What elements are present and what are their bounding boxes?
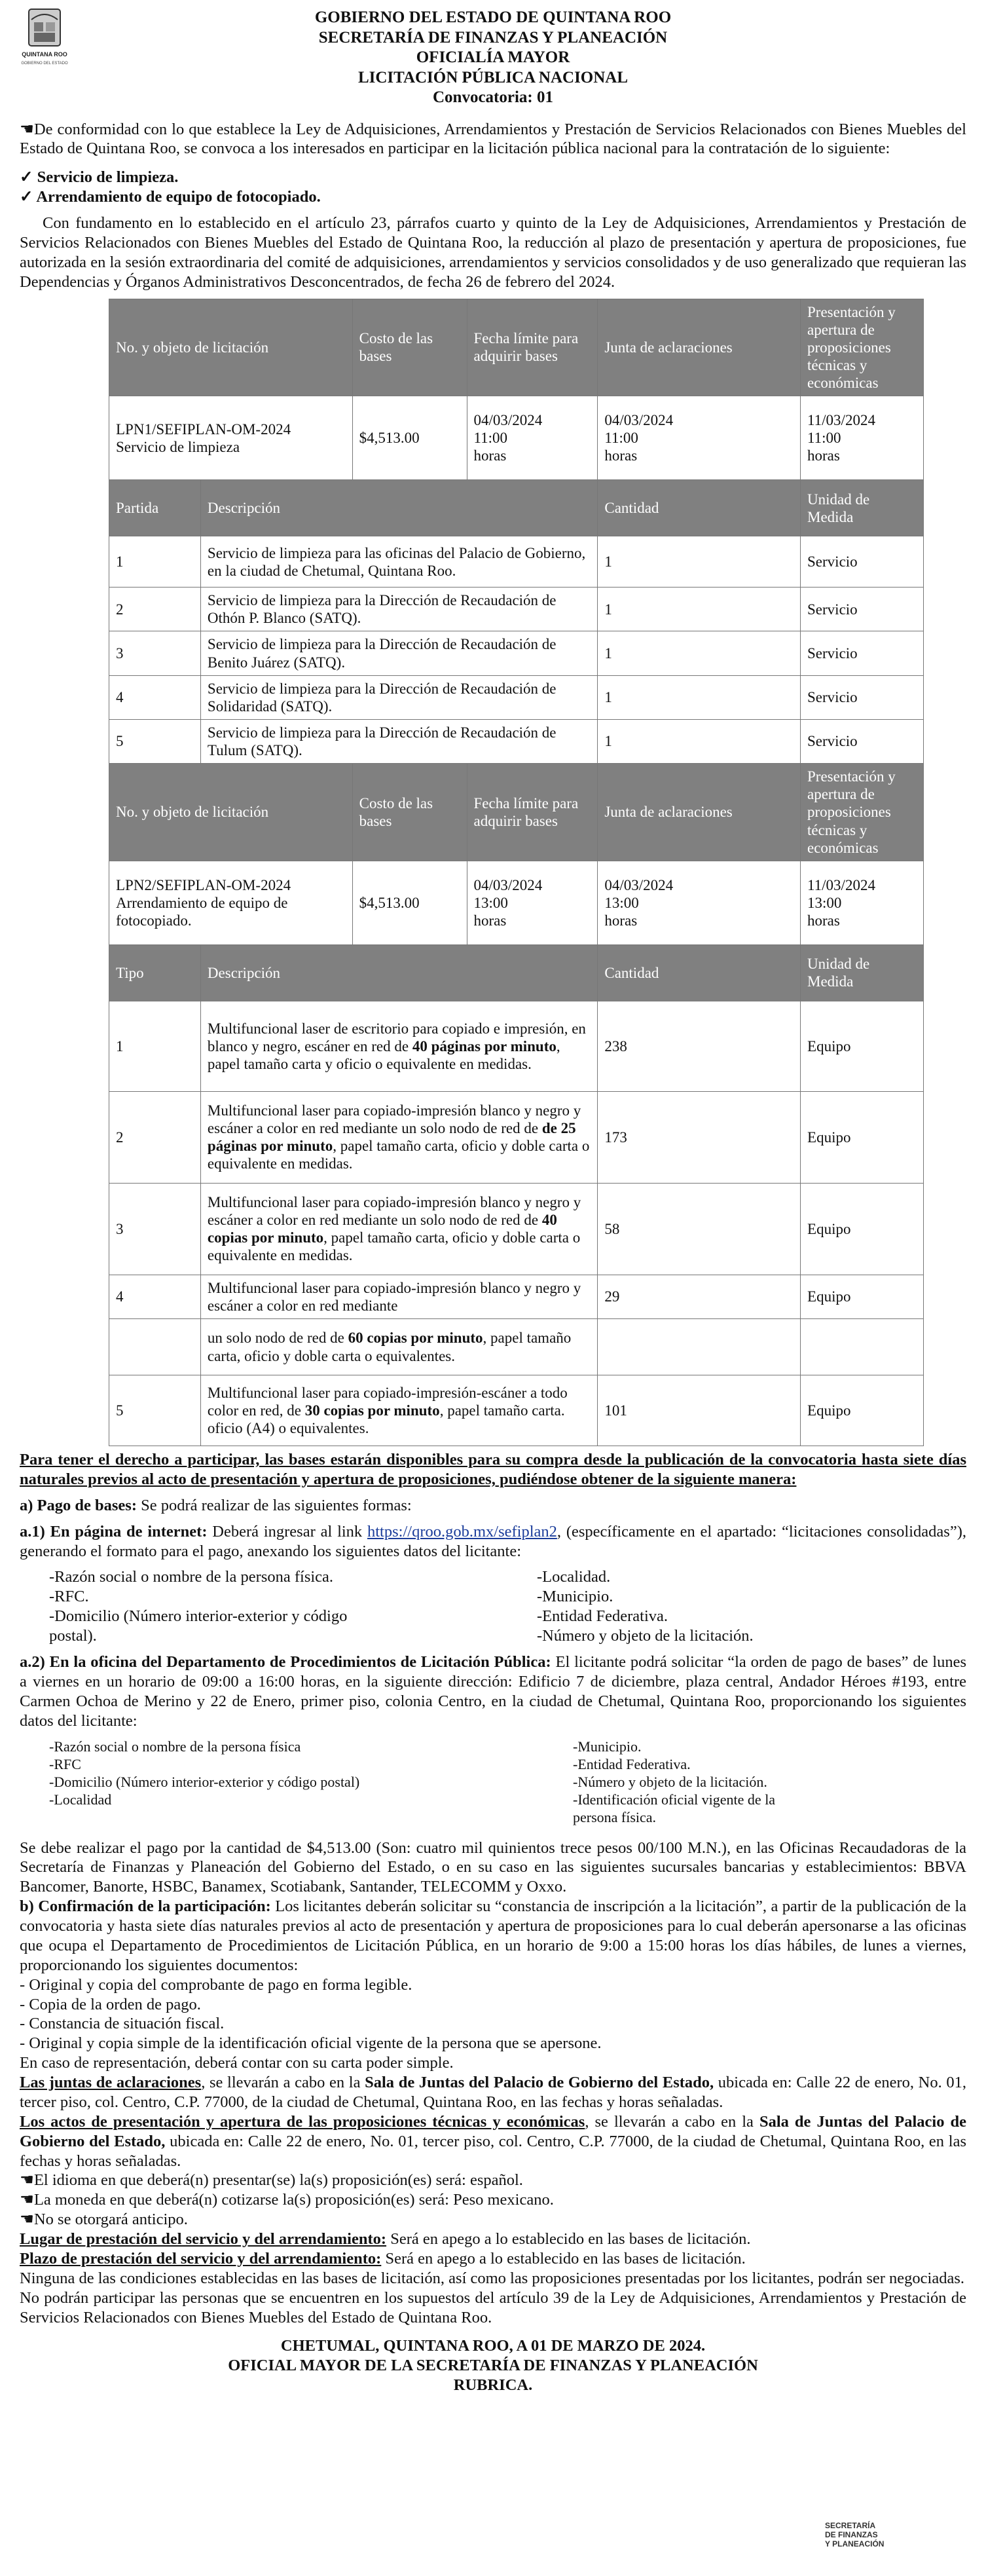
juntas-paragraph: Las juntas de aclaraciones, se llevarán a cabo en la Sala de Juntas del Palacio de Gobierno del Estado, ubicada en: Calle 22 de enero, No. 01, tercer piso, col. Centro, C.P. 77000, de la ciudad de Chetumal, Quintana Roo, en las fechas y horas señaladas.	[20, 2074, 967, 2111]
cell: 5	[109, 1375, 201, 1446]
b-doc-list	[20, 1975, 966, 2073]
header-cell: Descripción	[200, 944, 597, 1001]
cell: 1	[109, 536, 201, 588]
cell: Equipo	[801, 1183, 924, 1275]
lic2-apertura-cell: 11/03/2024 13:00 horas	[801, 861, 924, 944]
header-cell: Costo de las bases	[352, 764, 467, 861]
partida-header-row	[109, 480, 924, 536]
plazo-paragraph: Plazo de prestación del servicio y del arrendamiento: Será en apego a lo establecido en las bases de licitación.	[20, 2249, 746, 2268]
cell: 1	[109, 1001, 201, 1091]
header-cell: Tipo	[109, 944, 201, 1001]
list-item: -Número y objeto de la licitación.	[537, 1627, 754, 1645]
cell: 29	[598, 1275, 801, 1318]
document-footer	[20, 2336, 966, 2395]
cell: 101	[598, 1375, 801, 1446]
cell: 2	[109, 588, 201, 631]
list-item: -Localidad	[49, 1791, 112, 1808]
header-line-2: SECRETARÍA DE FINANZAS Y PLANEACIÓN	[318, 28, 668, 47]
table-header-row	[109, 764, 924, 861]
pointing-hand-icon: ☚	[20, 2191, 34, 2209]
sefiplan-link[interactable]: https://qroo.gob.mx/sefiplan2	[367, 1522, 557, 1540]
table-row	[109, 861, 924, 944]
header-cell: Cantidad	[598, 480, 801, 536]
a2-paragraph: a.2) En la oficina del Departamento de Procedimientos de Licitación Pública: El licitante podrá solicitar “la orden de pago de bases” de lunes a viernes en un horario de 09:00 a 16:00 horas, en la siguiente dirección: Edificio 7 de diciembre, plaza central, Andador Héroes #193, entre Carmen Ochoa de Merino y 22 de Enero, primer piso, colonia Centro, en la ciudad de Chetumal, Quintana Roo, proporcionando los siguientes datos del licitante:	[20, 1652, 967, 1730]
cell: Equipo	[801, 1375, 924, 1446]
no-podran-paragraph: No podrán participar las personas que se encuentren en los supuestos del artículo 39 de la Ley de Adquisiciones, Arrendamientos y Prestación de Servicios Relacionados con Bienes Muebles del Estado de Quintana Roo.	[20, 2288, 966, 2326]
cell: 1	[598, 536, 801, 588]
lugar-paragraph: Lugar de prestación del servicio y del arrendamiento: Será en apego a lo establecido en las bases de licitación.	[20, 2230, 751, 2249]
header-cell: Fecha límite para adquirir bases	[467, 764, 598, 861]
list-item: -Entidad Federativa.	[537, 1607, 668, 1626]
actos-paragraph: Los actos de presentación y apertura de las proposiciones técnicas y económicas, se llevarán a cabo en la Sala de Juntas del Palacio de Gobierno del Estado, ubicada en: Calle 22 de enero, No. 01, tercer piso, col. Centro, C.P. 77000, de la ciudad de Chetumal, Quintana Roo, en las fechas y horas señaladas.	[20, 2112, 967, 2170]
lic1-cost-cell: $4,513.00	[352, 396, 467, 480]
list-item: ✓ Servicio de limpieza.	[20, 168, 179, 187]
cell: 173	[598, 1091, 801, 1183]
table-row	[109, 1275, 924, 1318]
cell	[598, 1319, 801, 1375]
list-item: -Entidad Federativa.	[573, 1756, 691, 1773]
cell: Servicio	[801, 675, 924, 719]
secretaria-finanzas-logo: SECRETARÍA DE FINANZAS Y PLANEACIÓN	[825, 2521, 885, 2548]
pointing-hand-icon: ☚	[20, 120, 34, 138]
header-cell: No. y objeto de licitación	[109, 764, 353, 861]
cell: Multifuncional laser para copiado-impresión-escáner a todo color en red, de 30 copias por minuto, papel tamaño carta. oficio (A4) o equivalentes.	[200, 1375, 597, 1446]
cell: 1	[598, 588, 801, 631]
a1-data-list	[20, 1567, 966, 1646]
intro-paragraph: ☚De conformidad con lo que establece la Ley de Adquisiciones, Arrendamientos y Prestación de Servicios Relacionados con Bienes Muebles del Estado de Quintana Roo, se convoca a los interesados en participar en la licitación pública nacional para la contratación de lo siguiente:	[20, 120, 966, 158]
list-item: -RFC.	[49, 1588, 89, 1606]
lic2-number-cell: LPN2/SEFIPLAN-OM-2024 Arrendamiento de equipo de fotocopiado.	[109, 861, 353, 944]
header-cell: Descripción	[200, 480, 597, 536]
notes-list	[20, 2171, 966, 2230]
table-row	[109, 1375, 924, 1446]
list-item: - Constancia de situación fiscal.	[20, 2015, 225, 2033]
lic2-cost-cell: $4,513.00	[352, 861, 467, 944]
cell: Servicio de limpieza para la Dirección de Recaudación de Benito Juárez (SATQ).	[200, 631, 597, 675]
cell: 5	[109, 719, 201, 763]
cell: Servicio	[801, 536, 924, 588]
table-row	[109, 1183, 924, 1275]
header-line-5: Convocatoria: 01	[433, 88, 553, 106]
header-line-3: OFICIALÍA MAYOR	[416, 48, 570, 66]
lic1-date-cell: 04/03/2024 11:00 horas	[467, 396, 598, 480]
cell: 58	[598, 1183, 801, 1275]
list-item: ✓ Arrendamiento de equipo de fotocopiado.	[20, 188, 321, 206]
cell: Servicio	[801, 588, 924, 631]
header-cell: Junta de aclaraciones	[598, 764, 801, 861]
cell: Equipo	[801, 1275, 924, 1318]
list-item: ☚El idioma en que deberá(n) presentar(se) la(s) proposición(es) será: español.	[20, 2171, 523, 2190]
header-cell: Unidad de Medida	[801, 480, 924, 536]
licitacion-table	[109, 299, 924, 1447]
list-item: - Copia de la orden de pago.	[20, 1995, 201, 2013]
pointing-hand-icon: ☚	[20, 2171, 34, 2190]
footer-line-2: OFICIAL MAYOR DE LA SECRETARÍA DE FINANZAS Y PLANEACIÓN	[228, 2357, 758, 2375]
list-item: -Número y objeto de la licitación.	[573, 1774, 767, 1791]
list-item: -Razón social o nombre de la persona física.	[49, 1568, 334, 1586]
header-cell: Costo de las bases	[352, 299, 467, 396]
cell: Servicio de limpieza para la Dirección de Recaudación de Tulum (SATQ).	[200, 719, 597, 763]
lic2-junta-cell: 04/03/2024 13:00 horas	[598, 861, 801, 944]
item-list	[20, 168, 966, 207]
lic1-number-cell: LPN1/SEFIPLAN-OM-2024 Servicio de limpieza	[109, 396, 353, 480]
header-cell: Partida	[109, 480, 201, 536]
cell: 4	[109, 1275, 201, 1318]
table-row	[109, 396, 924, 480]
cell: Equipo	[801, 1001, 924, 1091]
header-line-4: LICITACIÓN PÚBLICA NACIONAL	[357, 68, 629, 86]
a2-data-list	[20, 1738, 966, 1826]
list-item: -Localidad.	[537, 1568, 611, 1586]
cell: Servicio	[801, 631, 924, 675]
list-item: - Original y copia del comprobante de pago en forma legible.	[20, 1975, 412, 1994]
cell: Servicio	[801, 719, 924, 763]
cell	[109, 1319, 201, 1375]
list-item: -Municipio.	[573, 1738, 642, 1755]
cell: 238	[598, 1001, 801, 1091]
table-row	[109, 536, 924, 588]
list-item: ☚La moneda en que deberá(n) cotizarse la(s) proposición(es) será: Peso mexicano.	[20, 2191, 554, 2209]
cell: 3	[109, 1183, 201, 1275]
lic1-apertura-cell: 11/03/2024 11:00 horas	[801, 396, 924, 480]
cell: 2	[109, 1091, 201, 1183]
cell: Multifuncional laser de escritorio para copiado e impresión, en blanco y negro, escáner en red de 40 páginas por minuto, papel tamaño carta y oficio o equivalente en medidas.	[200, 1001, 597, 1091]
cell: 3	[109, 631, 201, 675]
list-item: - Original y copia simple de la identificación oficial vigente de la persona que se apersone.	[20, 2034, 602, 2053]
bases-title: Para tener el derecho a participar, las bases estarán disponibles para su compra desde la publicación de la convocatoria hasta siete días naturales previos al acto de presentación y apertura de proposiciones, pudiéndose obtener de la siguiente manera:	[20, 1451, 966, 1488]
cell: Equipo	[801, 1091, 924, 1183]
cell: Servicio de limpieza para la Dirección de Recaudación de Othón P. Blanco (SATQ).	[200, 588, 597, 631]
cell	[801, 1319, 924, 1375]
footer-line-1: CHETUMAL, QUINTANA ROO, A 01 DE MARZO DE 2024.	[280, 2337, 706, 2355]
header-cell: Junta de aclaraciones	[598, 299, 801, 396]
fundamento-paragraph: Con fundamento en lo establecido en el artículo 23, párrafos cuarto y quinto de la Ley de Adquisiciones, Arrendamientos y Prestación de Servicios Relacionados con Bienes Muebles del Estado de Quintana Roo, la reducción al plazo de presentación y apertura de proposiciones, fue autorizada en la sesión extraordinaria del comité de adquisiciones, arrendamientos y servicios consolidados y de uso generalizado que requieran las Dependencias y Órganos Administrativos Desconcentrados, de fecha 26 de febrero del 2024.	[20, 214, 966, 291]
cell: 1	[598, 719, 801, 763]
lic2-date-cell: 04/03/2024 13:00 horas	[467, 861, 598, 944]
table-row	[109, 1001, 924, 1091]
header-cell: Presentación y apertura de proposiciones técnicas y económicas	[801, 299, 924, 396]
list-item: -RFC	[49, 1756, 81, 1773]
list-item: ☚No se otorgará anticipo.	[20, 2211, 188, 2229]
footer-line-3: RUBRICA.	[453, 2376, 533, 2395]
tipo-header-row	[109, 944, 924, 1001]
b-paragraph: b) Confirmación de la participación: Los licitantes deberán solicitar su “constancia de inscripción a la licitación”, a partir de la publicación de la convocatoria y hasta siete días naturales previos al acto de presentación y apertura de proposiciones para lo cual deberán apersonarse a las oficinas que ocupa el Departamento de Procedimientos de Licitación Pública, en un horario de 9:00 a 15:00 horas los días hábiles, de lunes a viernes, proporcionando los siguientes documentos:	[20, 1897, 966, 1974]
list-item: -Municipio.	[537, 1588, 613, 1606]
list-item: -Domicilio (Número interior-exterior y código postal)	[49, 1774, 360, 1791]
pago-monto-paragraph: Se debe realizar el pago por la cantidad de $4,513.00 (Son: cuatro mil quinientos trece pesos 00/100 M.N.), en las Oficinas Recaudadoras de la Secretaría de Finanzas y Planeación del Gobierno del Estado, o en su caso en las siguientes sucursales bancarias y establecimientos: BBVA Bancomer, Banorte, HSBC, Banamex, Scotiabank, Santander, TELECOMM y Oxxo.	[20, 1839, 966, 1896]
cell: un solo nodo de red de 60 copias por minuto, papel tamaño carta, oficio y doble carta o equivalentes.	[200, 1319, 597, 1375]
pago-paragraph: a) Pago de bases: Se podrá realizar de las siguientes formas:	[20, 1496, 412, 1514]
header-line-1: GOBIERNO DEL ESTADO DE QUINTANA ROO	[314, 9, 672, 26]
table-header-row	[109, 299, 924, 396]
header-cell: Cantidad	[598, 944, 801, 1001]
list-item: -Domicilio (Número interior-exterior y código	[49, 1607, 348, 1626]
list-item: En caso de representación, deberá contar con su carta poder simple.	[20, 2054, 454, 2072]
svg-text:QUINTANA ROO: QUINTANA ROO	[22, 51, 67, 58]
table-row	[109, 1091, 924, 1183]
list-item: -Razón social o nombre de la persona física	[49, 1738, 301, 1755]
cell: 1	[598, 675, 801, 719]
svg-text:GOBIERNO DEL ESTADO: GOBIERNO DEL ESTADO	[21, 62, 68, 65]
table-row	[109, 1319, 924, 1375]
ninguna-paragraph: Ninguna de las condiciones establecidas en las bases de licitación, así como las proposiciones presentadas por los licitantes, podrán ser negociadas.	[20, 2269, 965, 2287]
cell: 4	[109, 675, 201, 719]
table-row	[109, 719, 924, 763]
header-cell: No. y objeto de licitación	[109, 299, 353, 396]
lic1-junta-cell: 04/03/2024 11:00 horas	[598, 396, 801, 480]
document-header	[20, 8, 966, 108]
a1-paragraph: a.1) En página de internet: Deberá ingresar al link https://qroo.gob.mx/sefiplan2, (específicamente en el apartado: “licitaciones consolidadas”), generando el formato para el pago, anexando los siguientes datos del licitante:	[20, 1522, 966, 1560]
list-item: -Identificación oficial vigente de la	[573, 1791, 776, 1808]
cell: 1	[598, 631, 801, 675]
cell: Servicio de limpieza para las oficinas del Palacio de Gobierno, en la ciudad de Chetumal, Quintana Roo.	[200, 536, 597, 588]
table-row	[109, 631, 924, 675]
table-row	[109, 675, 924, 719]
header-cell: Unidad de Medida	[801, 944, 924, 1001]
table-row	[109, 588, 924, 631]
cell: Multifuncional laser para copiado-impresión blanco y negro y escáner a color en red mediante un solo nodo de red de de 25 páginas por minuto, papel tamaño carta, oficio y doble carta o equivalente en medidas.	[200, 1091, 597, 1183]
pointing-hand-icon: ☚	[20, 2211, 34, 2229]
cell: Servicio de limpieza para la Dirección de Recaudación de Solidaridad (SATQ).	[200, 675, 597, 719]
list-item: postal).	[49, 1627, 97, 1645]
header-cell: Fecha límite para adquirir bases	[467, 299, 598, 396]
list-item: persona física.	[573, 1808, 657, 1825]
cell: Multifuncional laser para copiado-impresión blanco y negro y escáner a color en red mediante un solo nodo de red de 40 copias por minuto, papel tamaño carta, oficio y doble carta o equivalente en medidas.	[200, 1183, 597, 1275]
header-cell: Presentación y apertura de proposiciones técnicas y económicas	[801, 764, 924, 861]
cell: Multifuncional laser para copiado-impresión blanco y negro y escáner a color en red mediante	[200, 1275, 597, 1318]
